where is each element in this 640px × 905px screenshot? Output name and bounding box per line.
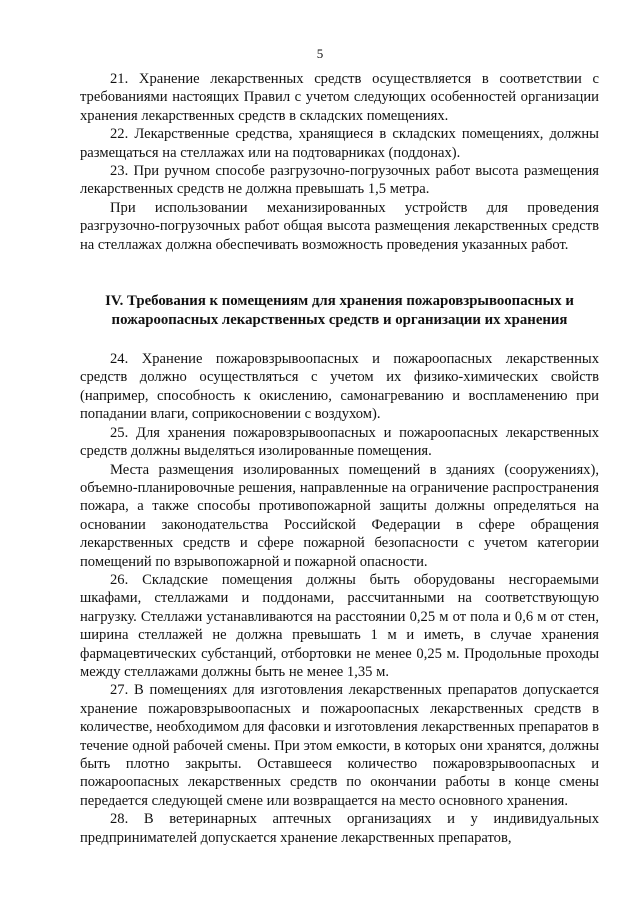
paragraph-24: 24. Хранение пожаровзрывоопасных и пожароопасных лекарственных средств должно осуществляться с учетом их физико-химических свойств (например, способность к окислению, самонагреванию и воспламенению при попадании влаги, соприкосновении с воздухом). — [80, 351, 599, 423]
paragraph-22: 22. Лекарственные средства, хранящиеся в складских помещениях, должны размещаться на стеллажах или на подтоварниках (поддонах). — [80, 126, 599, 161]
paragraph-28: 28. В ветеринарных аптечных организациях и у индивидуальных предпринимателей допускается хранение лекарственных препаратов, — [80, 811, 599, 846]
paragraph-26: 26. Складские помещения должны быть оборудованы несгораемыми шкафами, стеллажами и поддонами, рассчитанными на соответствующую нагрузку. Стеллажи устанавливаются на расстоянии 0,25 м от пола и 0,6 м от стен, ширина стеллажей не должна превышать 1 м и иметь, в случае хранения фармацевтических субстанций, отбортовки не менее 0,25 м. Продольные проходы между стеллажами должны быть не менее 1,35 м. — [80, 571, 599, 680]
paragraph-23: 23. При ручном способе разгрузочно-погрузочных работ высота размещения лекарственных средств не должна превышать 1,5 метра. — [80, 163, 599, 198]
paragraph-27: 27. В помещениях для изготовления лекарственных препаратов допускается хранение пожаровзрывоопасных и пожароопасных лекарственных средств в количестве, необходимом для фасовки и изготовления лекарственных препаратов в течение одной рабочей смены. При этом емкости, в которых они хранятся, должны быть плотно закрыты. Оставшееся количество пожаровзрывоопасных и пожароопасных лекарственных средств по окончании работы в конце смены передается следующей смене или возвращается на место основного хранения. — [80, 682, 599, 809]
section-heading — [80, 292, 599, 330]
paragraph-25-continued: Места размещения изолированных помещений в зданиях (сооружениях), объемно-планировочные решения, направленные на ограничение распространения пожара, а также способы противопожарной защиты должны определяться на основании законодательства Российской Федерации в сфере обращения лекарственных средств и сфере пожарной безопасности с учетом категории помещений по взрывопожарной и пожарной опасности. — [80, 461, 599, 570]
section-heading-line-1: IV. Требования к помещениям для хранения пожаровзрывоопасных и — [105, 293, 574, 310]
paragraph-25: 25. Для хранения пожаровзрывоопасных и пожароопасных лекарственных средств должны выделяться изолированные помещения. — [80, 424, 599, 460]
section-heading-line-2: пожароопасных лекарственных средств и организации их хранения — [111, 312, 568, 329]
page-number: 5 — [316, 46, 324, 61]
paragraph-21: 21. Хранение лекарственных средств осуществляется в соответствии с требованиями настоящих Правил с учетом следующих особенностей организации хранения лекарственных средств в складских помещениях. — [80, 71, 599, 124]
document-body — [80, 70, 599, 847]
paragraph-23-continued: При использовании механизированных устройств для проведения разгрузочно-погрузочных работ общая высота размещения лекарственных средств на стеллажах должна обеспечивать возможность проведения указанных работ. — [80, 199, 599, 253]
